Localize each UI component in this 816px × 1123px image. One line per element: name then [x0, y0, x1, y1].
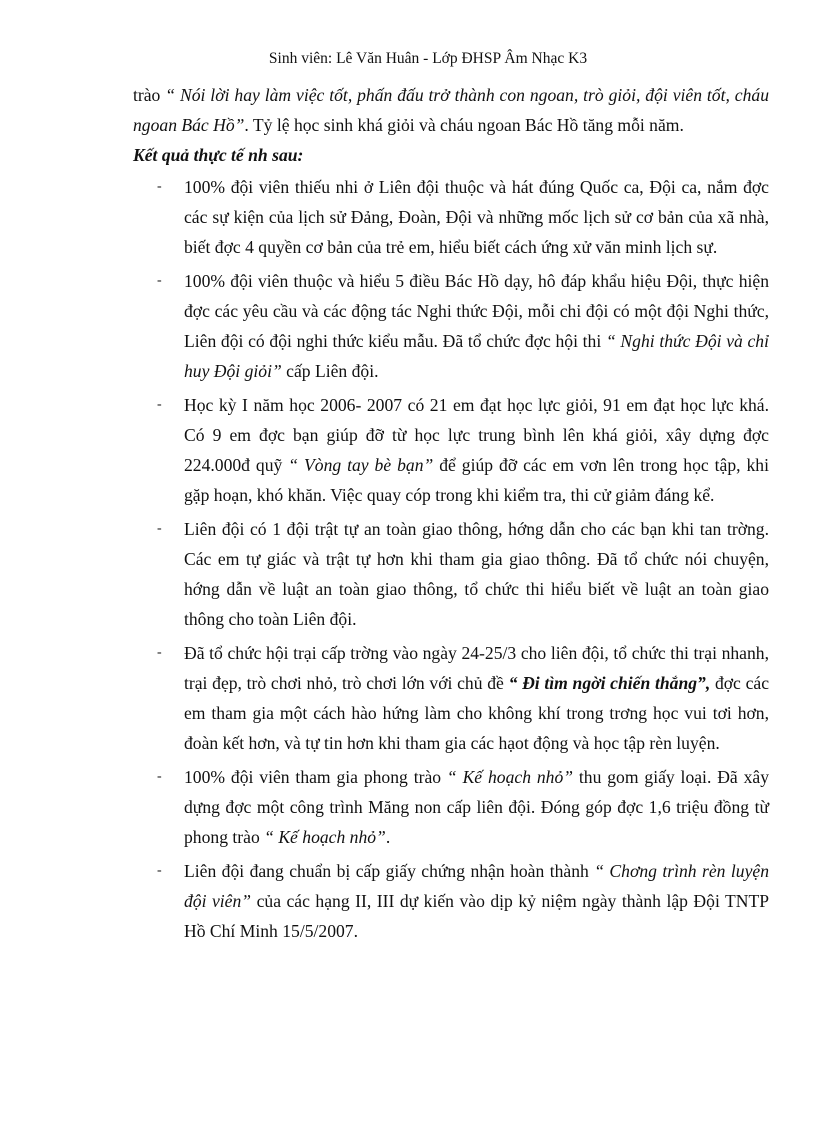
bullet-marker: -	[157, 397, 162, 412]
bullet-marker: -	[157, 645, 162, 660]
intro-quote: “ Nói lời hay làm việc tốt, phấn đấu trở thành con ngoan, trò giỏi, đội viên tốt, cháu ngoan Bác Hồ”	[133, 85, 769, 135]
item-text: để giúp đỡ các em vơn lên trong học tập, khi gặp hoạn, khó khăn. Việc quay cóp trong khi kiểm tra, thi cử giảm đáng kể.	[184, 455, 769, 505]
item-text: Liên đội đang chuẩn bị cấp giấy chứng nhận hoàn thành	[184, 861, 595, 881]
intro-paragraph	[133, 80, 769, 140]
item-text: .	[385, 827, 391, 847]
list-item	[133, 762, 769, 852]
bullet-marker: -	[157, 273, 162, 288]
item-quote: “ Kế hoạch nhỏ”	[446, 767, 574, 787]
item-text: Học kỳ I năm học 2006- 2007 có 21 em đạt học lực giỏi, 91 em đạt học lực khá. Có 9 em đợc bạn giúp đỡ từ học lực trung bình lên khá giỏi, xây dựng đợc 224.000đ quỹ	[184, 395, 769, 475]
item-text: 100% đội viên tham gia phong trào	[184, 767, 447, 787]
list-item	[133, 514, 769, 634]
document-body	[133, 80, 769, 950]
results-list	[133, 172, 769, 946]
item-text: 100% đội viên thiếu nhi ở Liên đội thuộc và hát đúng Quốc ca, Đội ca, nắm đợc các sự kiện của lịch sử Đảng, Đoàn, Đội và những mốc lịch sử cơ bản của xã nhà, biết đợc 4 quyền cơ bản của trẻ em, hiểu biết cách ứng xử văn minh lịch sự.	[184, 177, 769, 257]
item-text: Liên đội có 1 đội trật tự an toàn giao thông, hớng dẫn cho các bạn khi tan trờng. Các em tự giác và trật tự hơn khi tham gia giao thông. Đã tổ chức nói chuyện, hớng dẫn về luật an toàn giao thông, tổ chức thi hiểu biết về luật an toàn giao thông cho toàn Liên đội.	[184, 519, 769, 629]
item-text: đợc các em tham gia một cách hào hứng làm cho không khí trong trơng học vui tơi hơn, đoàn kết hơn, và tự tin hơn khi tham gia các hạot động và học tập rèn luyện.	[184, 673, 769, 753]
section-heading: Kết quả thực tế nh sau:	[133, 145, 304, 165]
bullet-marker: -	[157, 863, 162, 878]
page-header: Sinh viên: Lê Văn Huân - Lớp ĐHSP Âm Nhạc K3	[268, 50, 588, 67]
list-item	[133, 390, 769, 510]
bullet-marker: -	[157, 769, 162, 784]
item-quote-bold: “ Đi tìm ngời chiến thắng”,	[508, 673, 711, 693]
list-item	[133, 266, 769, 386]
item-text: cấp Liên đội.	[281, 361, 379, 381]
item-quote: “ Kế hoạch nhỏ”	[264, 827, 386, 847]
item-text: thu gom giấy loại. Đã xây dựng đợc một công trình Măng non cấp liên đội. Đóng góp đợc 1,6 triệu đồng từ phong trào	[184, 767, 769, 847]
item-quote: “ Vòng tay bè bạn”	[288, 455, 434, 475]
intro-suffix: . Tỷ lệ học sinh khá giỏi và cháu ngoan Bác Hồ tăng mỗi năm.	[244, 115, 684, 135]
item-quote: “ Chơng trình rèn luyện đội viên”	[184, 861, 769, 911]
list-item	[133, 856, 769, 946]
intro-prefix: trào	[133, 85, 166, 105]
item-text: Đã tổ chức hội trại cấp trờng vào ngày 24-25/3 cho liên đội, tổ chức thi trại nhanh, trại đẹp, trò chơi nhỏ, trò chơi lớn với chủ đề	[184, 643, 769, 693]
list-item	[133, 172, 769, 262]
item-text: của các hạng II, III dự kiến vào dịp kỷ niệm ngày thành lập Đội TNTP Hồ Chí Minh 15/5/2007.	[184, 891, 769, 941]
bullet-marker: -	[157, 179, 162, 194]
item-quote: “ Nghi thức Đội và chỉ huy Đội giỏi”	[184, 331, 769, 381]
item-text: 100% đội viên thuộc và hiểu 5 điều Bác Hồ dạy, hô đáp khẩu hiệu Đội, thực hiện đợc các yêu cầu và các động tác Nghi thức Đội, mỗi chi đội có một đội Nghi thức, Liên đội có đội nghi thức kiểu mẫu. Đã tổ chức đợc hội thi	[184, 271, 769, 351]
bullet-marker: -	[157, 521, 162, 536]
list-item	[133, 638, 769, 758]
